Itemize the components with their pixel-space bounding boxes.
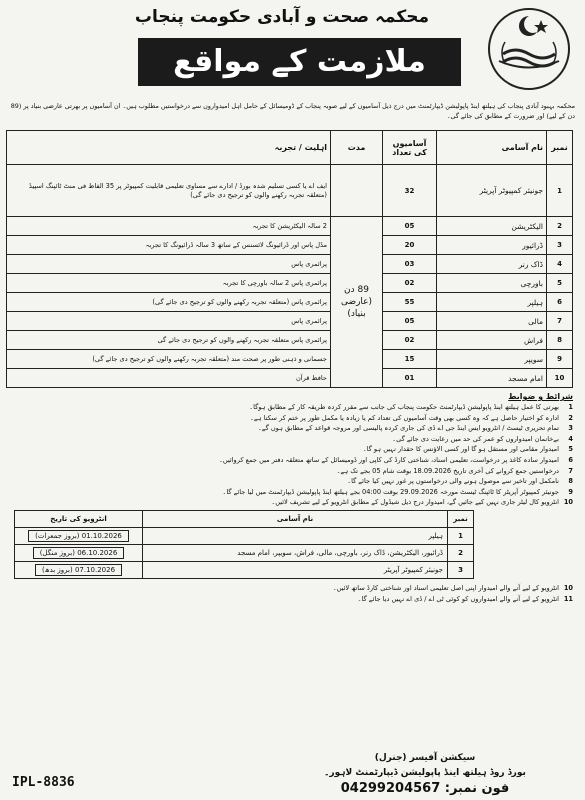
sched-col-number: نمبر	[448, 510, 474, 527]
post-quantity: 05	[383, 312, 437, 331]
schedule-row	[15, 527, 474, 544]
condition-number: 10	[563, 583, 573, 592]
vacancies-table	[6, 130, 573, 388]
interview-date: 01.10.2026 (بروز جمعرات)	[28, 530, 129, 542]
post-name: باورچی	[437, 274, 547, 293]
schedule-number: 3	[448, 561, 474, 578]
officer-title: سیکشن آفیسر (جنرل)	[374, 753, 476, 763]
condition-text: امیدوار مقامی اور مستقل ہو گا اور کسی الاؤنس کا حقدار نہیں ہو گا۔	[362, 445, 559, 454]
post-name: ہیلپر	[437, 293, 547, 312]
signature-block	[295, 751, 555, 796]
condition-text: انٹرویو کے لیے آنے والے امیدواروں کو کوئی ٹی اے / ڈی اے نہیں دیا جائے گا۔	[357, 594, 559, 603]
interview-date: 07.10.2026 (بروز بدھ)	[35, 564, 122, 576]
office-address: بورڈ روڈ ہیلتھ اینڈ پاپولیشن ڈیپارٹمنٹ لاہور۔	[324, 768, 526, 778]
post-quantity: 20	[383, 236, 437, 255]
condition-item	[6, 583, 573, 594]
post-name: جونیئر کمپیوٹر آپریٹر	[437, 165, 547, 217]
col-duration: مدت	[331, 131, 383, 165]
intro-paragraph: محکمہ بہبود آبادی پنجاب کی ہیلتھ اینڈ پاپولیشن ڈیپارٹمنٹ میں درج ذیل آسامیوں کے لیے صوبہ پنجاب کے ڈومیسائل کے حامل اہل امیدواروں سے درخواستیں مطلوب ہیں۔ ان آسامیوں پر بھرتی عارضی بنیاد پر (89 دن کے لیے) اور ضرورت کے مطابق کی جائے گی۔	[10, 102, 575, 120]
row-number: 9	[547, 350, 573, 369]
condition-text: بھرتی کا عمل ہیلتھ اینڈ پاپولیشن ڈیپارٹمنٹ حکومت پنجاب کی جانب سے مقرر کردہ طریقہ کار کے مطابق ہوگا۔	[249, 403, 559, 411]
ipl-number: IPL-8836	[12, 775, 75, 790]
condition-text: انٹرویو کے لیے آنے والے امیدوار اپنی اصل تعلیمی اسناد اور شناختی کارڈ ساتھ لائیں۔	[332, 583, 559, 592]
table-row	[7, 255, 573, 274]
post-qualification: جسمانی و ذہنی طور پر صحت مند (متعلقہ تجربہ رکھنے والوں کو ترجیح دی جائے گی)	[7, 350, 331, 369]
condition-number: 6	[568, 455, 573, 464]
condition-item	[6, 455, 573, 466]
post-quantity: 01	[383, 369, 437, 388]
row-number: 4	[547, 255, 573, 274]
condition-text: بےخانمان امیدواروں کو عمر کی حد میں رعایت دی جائے گی۔	[392, 434, 559, 443]
row-number: 1	[547, 165, 573, 217]
condition-number: 9	[568, 487, 573, 496]
row-number: 3	[547, 236, 573, 255]
additional-conditions-list	[6, 583, 579, 604]
post-quantity: 55	[383, 293, 437, 312]
post-qualification: پرائمری پاس (متعلقہ تجربہ رکھنے والوں کو ترجیح دی جائے گی)	[7, 293, 331, 312]
condition-text: ادارہ کو اختیار حاصل ہے کہ وہ کسی بھی وقت آسامیوں کی تعداد کم یا زیادہ یا مکمل طور پر ختم کر سکتا ہے۔	[250, 413, 559, 422]
interview-date: 06.10.2026 (بروز منگل)	[33, 547, 125, 559]
punjab-government-logo	[485, 6, 573, 92]
table-row	[7, 331, 573, 350]
post-quantity: 32	[383, 165, 437, 217]
post-name: سویپر	[437, 350, 547, 369]
post-qualification: پرائمری پاس 2 سالہ باورچی کا تجربہ	[7, 274, 331, 293]
row-number: 7	[547, 312, 573, 331]
post-qualification: پرائمری پاس متعلقہ تجربہ رکھنے والوں کو ترجیح دی جائے گی	[7, 331, 331, 350]
schedule-row	[15, 561, 474, 578]
conditions-title: شرائط و ضوابط	[508, 392, 573, 401]
post-name: فراش	[437, 331, 547, 350]
row-number: 10	[547, 369, 573, 388]
condition-item	[6, 402, 573, 413]
post-name: امام مسجد	[437, 369, 547, 388]
condition-number: 8	[568, 477, 573, 486]
condition-item	[6, 434, 573, 445]
condition-number: 1	[568, 403, 573, 411]
post-qualification: پرائمری پاس	[7, 255, 331, 274]
department-title: محکمہ صحت و آبادی حکومت پنجاب	[134, 7, 429, 27]
schedule-post: ہیلپر	[143, 527, 448, 544]
col-number: نمبر	[547, 131, 573, 165]
schedule-date-cell	[15, 544, 143, 561]
duration-cell: 89 دن (عارضی بنیاد)	[331, 217, 383, 388]
schedule-number: 1	[448, 527, 474, 544]
row-number: 6	[547, 293, 573, 312]
condition-item	[6, 594, 573, 605]
condition-item	[6, 487, 573, 498]
post-qualification: ایف اے یا کسی تسلیم شدہ بورڈ / ادارے سے مساوی تعلیمی قابلیت کمپیوٹر پر 35 الفاظ فی منٹ ٹائپنگ اسپیڈ (متعلقہ تجربہ رکھنے والوں کو ترجیح دی جائے گی)	[7, 165, 331, 217]
footer	[0, 730, 585, 796]
condition-item	[6, 444, 573, 455]
condition-item	[6, 466, 573, 477]
post-qualification: پرائمری پاس	[7, 312, 331, 331]
schedule-post: ڈرائیور، الیکٹریشن، ڈاک رنر، باورچی، مالی، فراش، سویپر، امام مسجد	[143, 544, 448, 561]
sched-col-date: انٹرویو کی تاریخ	[15, 510, 143, 527]
condition-number: 7	[568, 466, 573, 475]
schedule-post: جونیئر کمپیوٹر آپریٹر	[143, 561, 448, 578]
condition-number: 2	[568, 413, 573, 422]
condition-text: امیدوار سادہ کاغذ پر درخواست، تعلیمی اسناد، شناختی کارڈ کی کاپی اور ڈومیسائل کے ساتھ متعلقہ دفتر میں جمع کروائیں۔	[219, 455, 559, 464]
condition-number: 4	[568, 434, 573, 443]
condition-text: جونیئر کمپیوٹر آپریٹر کا ٹائپنگ ٹیسٹ مورخہ 29.09.2026 بوقت 04:00 بجے ہیلتھ اینڈ پاپولیشن ڈیپارٹمنٹ میں لیا جائے گا۔	[222, 487, 559, 496]
schedule-date-cell	[15, 561, 143, 578]
condition-item	[6, 413, 573, 424]
schedule-row	[15, 544, 474, 561]
post-qualification: حافظ قرآن	[7, 369, 331, 388]
table-row	[7, 293, 573, 312]
schedule-number: 2	[448, 544, 474, 561]
post-quantity: 02	[383, 274, 437, 293]
condition-number: 10	[563, 498, 573, 507]
post-name: مالی	[437, 312, 547, 331]
job-opportunities-banner: ملازمت کے مواقع	[138, 38, 461, 86]
header	[6, 4, 579, 96]
interview-schedule-table	[14, 510, 474, 579]
row-number: 8	[547, 331, 573, 350]
condition-text: انٹرویو کال لیٹر جاری نہیں کیے جائیں گے، امیدوار درج ذیل شیڈول کے مطابق انٹرویو کے لیے تشریف لائیں۔	[271, 498, 559, 507]
phone-number: فون نمبر: 04299204567	[340, 781, 510, 796]
condition-text: نامکمل اور تاخیر سے موصول ہونے والی درخواستوں پر غور نہیں کیا جائے گا۔	[347, 477, 559, 486]
row-number: 2	[547, 217, 573, 236]
post-name: ڈاک رنر	[437, 255, 547, 274]
post-qualification: مڈل پاس اور ڈرائیونگ لائسنس کے ساتھ 3 سالہ ڈرائیونگ کا تجربہ	[7, 236, 331, 255]
table-row	[7, 350, 573, 369]
sched-col-post: نام آسامی	[143, 510, 448, 527]
condition-item	[6, 476, 573, 487]
table-row	[7, 236, 573, 255]
post-qualification: 2 سالہ الیکٹریشن کا تجربہ	[7, 217, 331, 236]
condition-item	[6, 423, 573, 434]
condition-number: 3	[568, 424, 573, 433]
post-quantity: 02	[383, 331, 437, 350]
condition-number: 5	[568, 445, 573, 454]
post-name: الیکٹریشن	[437, 217, 547, 236]
table-row	[7, 274, 573, 293]
empty-cell	[331, 165, 383, 217]
condition-item	[6, 497, 573, 508]
table-row	[7, 369, 573, 388]
schedule-date-cell	[15, 527, 143, 544]
col-quantity: آسامیوں کی تعداد	[383, 131, 437, 165]
condition-number: 11	[563, 594, 573, 603]
post-quantity: 03	[383, 255, 437, 274]
condition-text: تمام تحریری ٹیسٹ / انٹرویو ایس اینڈ جی اے ڈی کی جاری کردہ پالیسی اور مروجہ قواعد کے مطابق ہوں گے۔	[257, 424, 559, 433]
row-number: 5	[547, 274, 573, 293]
conditions-list	[6, 402, 579, 508]
table-row	[7, 217, 573, 236]
condition-text: درخواستیں جمع کروانے کی آخری تاریخ 18.09.2026 بوقت شام 05 بجے تک ہے۔	[336, 466, 559, 475]
post-quantity: 15	[383, 350, 437, 369]
post-name: ڈرائیور	[437, 236, 547, 255]
table-row	[7, 312, 573, 331]
col-post-name: نام آسامی	[437, 131, 547, 165]
col-qualification: اہلیت / تجربہ	[7, 131, 331, 165]
table-row	[7, 165, 573, 217]
post-quantity: 05	[383, 217, 437, 236]
